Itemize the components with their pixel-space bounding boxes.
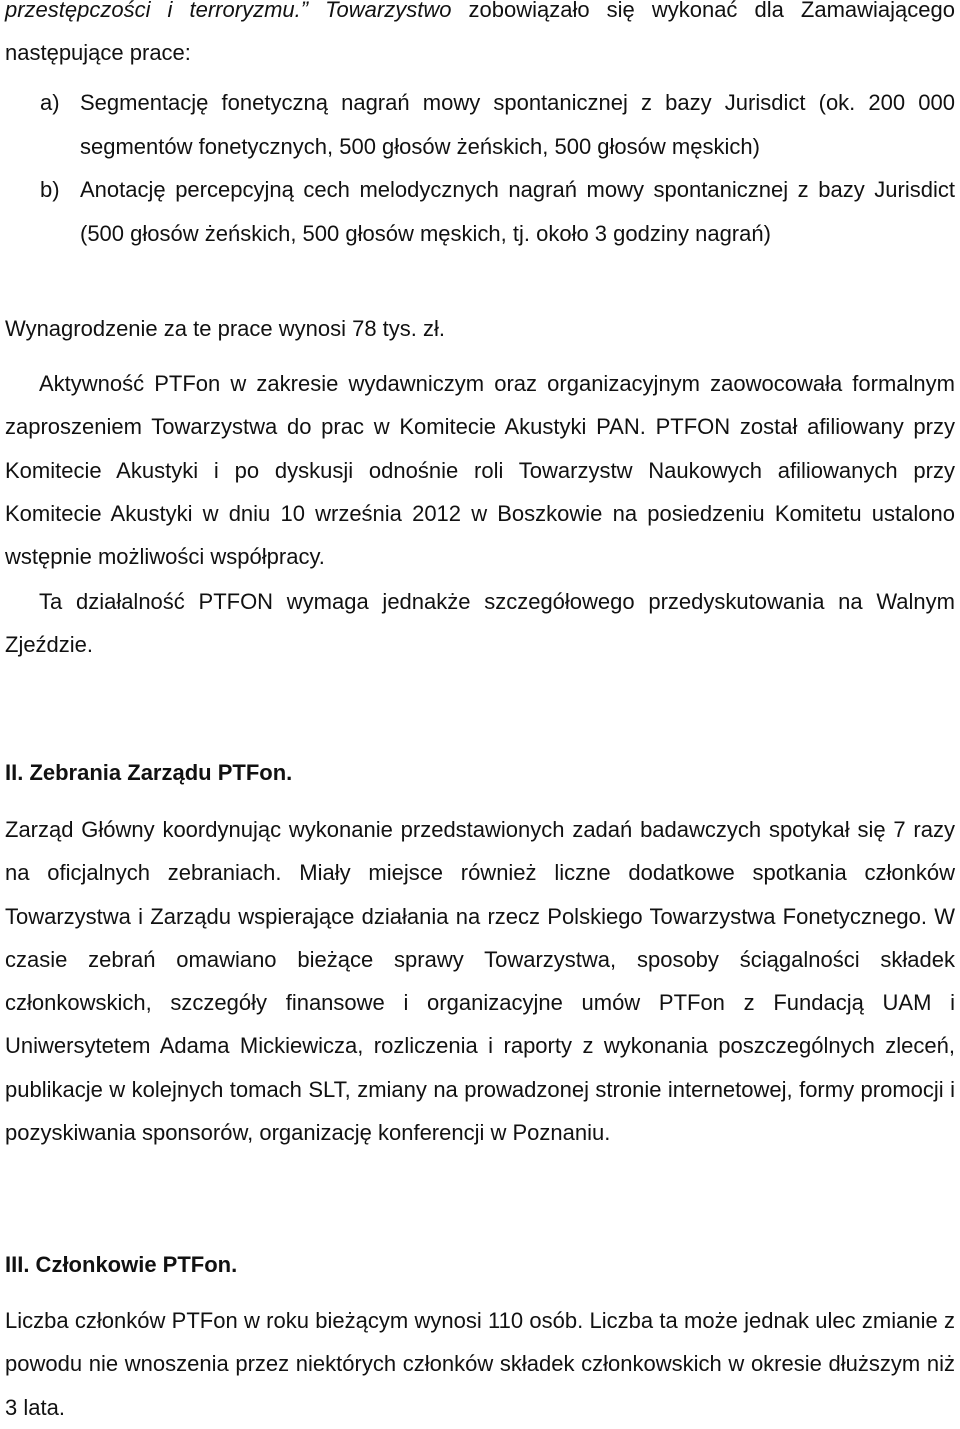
list-item-text: Anotację percepcyjną cech melodycznych nagrań mowy spontanicznej z bazy Jurisdict (500 głosów żeńskich, 500 głosów męskich, tj. około 3 godziny nagrań) xyxy=(80,177,955,246)
list-marker: b) xyxy=(40,177,60,202)
activity-paragraph: Aktywność PTFon w zakresie wydawniczym oraz organizacyjnym zaowocowała formalnym zaproszeniem Towarzystwa do prac w Komitecie Akustyki PAN. PTFON został afiliowany przy Komitecie Akustyki i po dyskusji odnośnie roli Towarzystw Naukowych afiliowanych przy Komitecie Akustyki w dniu 10 września 2012 w Boszkowie na posiedzeniu Komitetu ustalono wstępnie możliwości współpracy. xyxy=(5,371,955,570)
task-list xyxy=(5,81,955,255)
intro-italic-text: przestępczości i terroryzmu.” Towarzystwo xyxy=(5,0,452,22)
discussion-paragraph: Ta działalność PTFON wymaga jednakże szczegółowego przedyskutowania na Walnym Zjeździe. xyxy=(5,589,955,658)
list-item xyxy=(5,168,955,255)
list-item xyxy=(5,81,955,168)
section-body-zebrania: Zarząd Główny koordynując wykonanie przedstawionych zadań badawczych spotykał się 7 razy na oficjalnych zebraniach. Miały miejsce również liczne dodatkowe spotkania członków Towarzystwa i Zarządu wspierające działania na rzecz Polskiego Towarzystwa Fonetycznego. W czasie zebrań omawiano bieżące sprawy Towarzystwa, sposoby ściągalności składek członkowskich, szczegóły finansowe i organizacyjne umów PTFon z Fundacją UAM i Uniwersytetem Adama Mickiewicza, rozliczenia i raporty z wykonania poszczególnych zleceń, publikacje w kolejnych tomach SLT, zmiany na prowadzonej stronie internetowej, formy promocji i pozyskiwania sponsorów, organizację konferencji w Poznaniu. xyxy=(5,817,955,1146)
list-marker: a) xyxy=(40,90,60,115)
section-body-czlonkowie: Liczba członków PTFon w roku bieżącym wynosi 110 osób. Liczba ta może jednak ulec zmianie z powodu nie wnoszenia przez niektórych członków składek członkowskich w okresie dłuższym niż 3 lata. xyxy=(5,1308,955,1420)
section-heading-zebrania: II. Zebrania Zarządu PTFon. xyxy=(5,760,293,785)
section-heading-czlonkowie: III. Członkowie PTFon. xyxy=(5,1252,238,1277)
intro-text: zobowiązało się wykonać dla Zamawiającego następujące prace: xyxy=(5,0,955,66)
list-item-text: Segmentację fonetyczną nagrań mowy spontanicznej z bazy Jurisdict (ok. 200 000 segmentów fonetycznych, 500 głosów żeńskich, 500 głosów męskich) xyxy=(80,90,955,159)
intro-paragraph xyxy=(5,0,955,75)
remuneration-paragraph: Wynagrodzenie za te prace wynosi 78 tys. zł. xyxy=(5,316,446,341)
